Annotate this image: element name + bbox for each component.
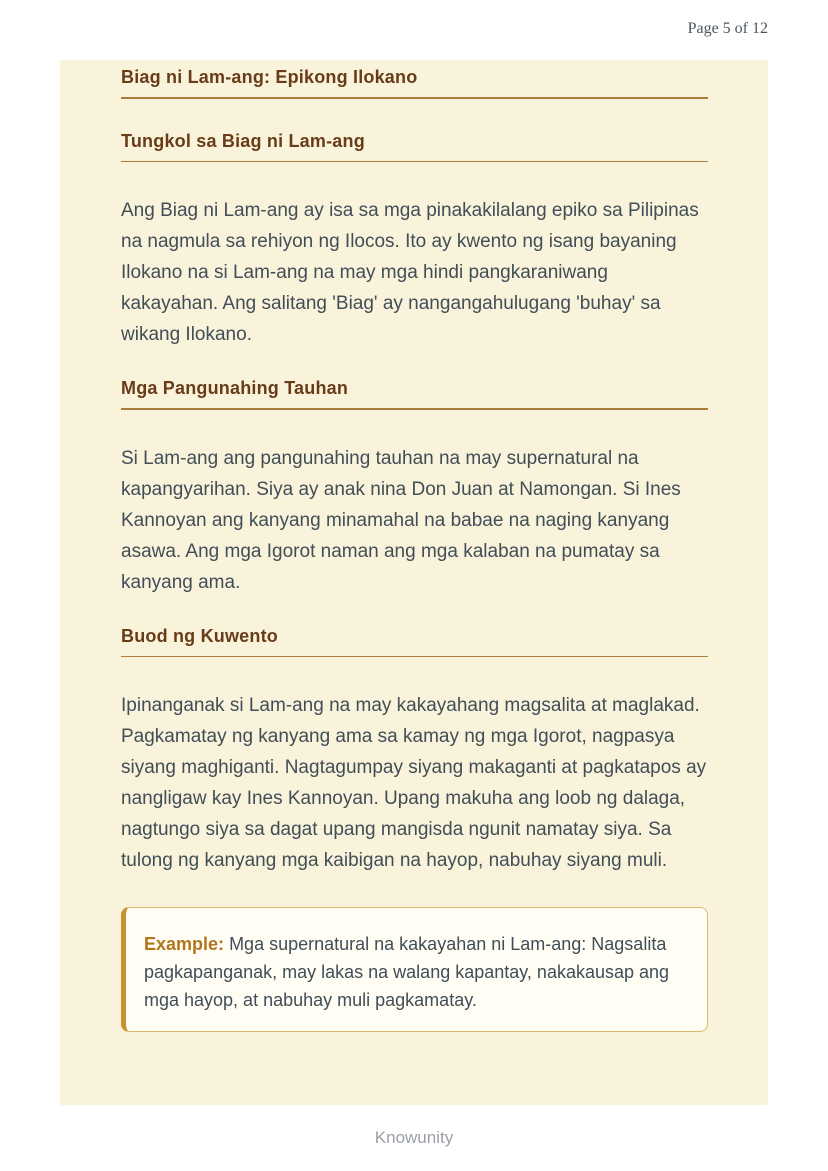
section-heading: Mga Pangunahing Tauhan xyxy=(121,378,349,398)
example-text: Mga supernatural na kakayahan ni Lam-ang: Nagsalita pagkapanganak, may lakas na walang kapantay, nakakausap ang mga hayop, at nabuhay muli pagkamatay. xyxy=(144,934,670,1010)
document-title: Biag ni Lam-ang: Epikong Ilokano xyxy=(121,67,418,87)
section-body: Ipinanganak si Lam-ang na may kakayahang magsalita at maglakad. Pagkamatay ng kanyang ama sa kamay ng mga Igorot, nagpasya siyang maghiganti. Nagtagumpay siyang makaganti at pagkatapos ay nangligaw kay Ines Kannoyan. Upang makuha ang loob ng dalaga, nagtungo siya sa dagat upang mangisda ngunit namatay siya. Sa tulong ng kanyang mga kaibigan na hayop, nabuhay siyang muli. xyxy=(121,695,707,871)
footer-brand: Knowunity xyxy=(374,1128,454,1147)
section-body: Ang Biag ni Lam-ang ay isa sa mga pinakakilalang epiko sa Pilipinas na nagmula sa rehiyon ng Ilocos. Ito ay kwento ng isang bayaning Ilokano na si Lam-ang na may mga hindi pangkaraniwang kakayahan. Ang salitang 'Biag' ay nangangahulugang 'buhay' sa wikang Ilokano. xyxy=(121,200,699,345)
example-paragraph xyxy=(144,930,687,1014)
heading-rule xyxy=(121,408,708,410)
title-rule xyxy=(121,97,708,99)
example-box xyxy=(121,907,708,1032)
section-body: Si Lam-ang ang pangunahing tauhan na may supernatural na kapangyarihan. Siya ay anak nina Don Juan at Namongan. Si Ines Kannoyan ang kanyang minamahal na babae na naging kanyang asawa. Ang mga Igorot naman ang mga kalaban na pumatay sa kanyang ama. xyxy=(121,447,681,593)
heading-rule xyxy=(121,656,708,658)
section-heading: Tungkol sa Biag ni Lam-ang xyxy=(121,130,365,151)
section-buod-ng-kuwento xyxy=(121,625,708,877)
section-heading: Buod ng Kuwento xyxy=(121,625,278,646)
page-indicator: Page 5 of 12 xyxy=(687,20,768,37)
example-label: Example: xyxy=(144,934,225,954)
section-mga-pangunahing-tauhan xyxy=(121,377,708,598)
heading-rule xyxy=(121,161,708,163)
note-sheet xyxy=(60,60,768,1105)
section-tungkol-sa-biag xyxy=(121,130,708,351)
